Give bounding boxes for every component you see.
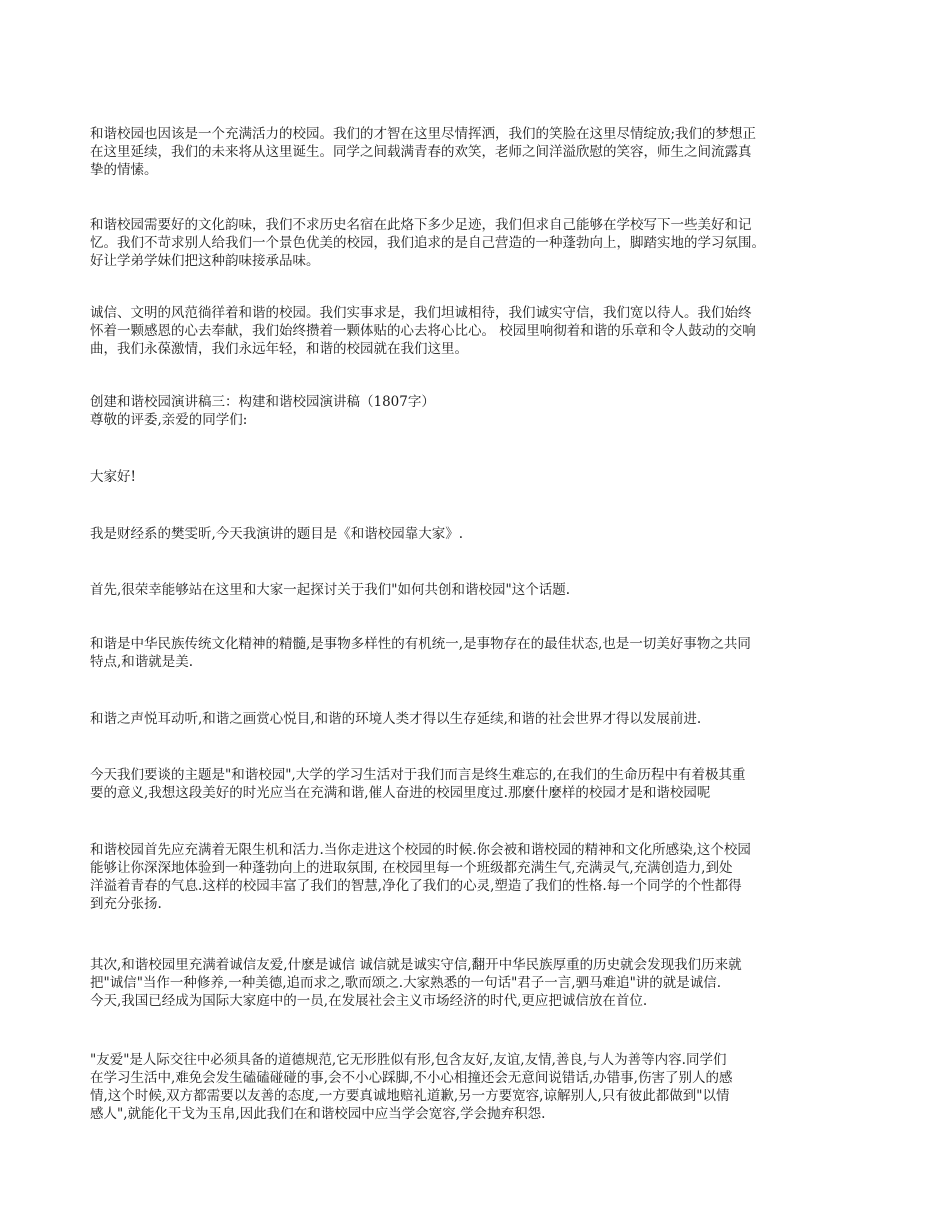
text-line: 要的意义,我想这段美好的时光应当在充满和谐,催人奋进的校园里度过.那麼什麼样的校园才是和谐校园呢 [90, 785, 711, 801]
text-line: 今天我们要谈的主题是"和谐校园",大学的学习生活对于我们而言是终生难忘的,在我们的生命历程中有着极其重 [90, 767, 746, 783]
text-line: 诚信、文明的风范徜徉着和谐的校园。我们实事求是，我们坦诚相待，我们诚实守信，我们宽以待人。我们始终 [90, 305, 752, 321]
paragraph-harmony-essence [90, 635, 865, 671]
paragraph-campus-vitality [90, 125, 865, 179]
text-line: 曲，我们永葆激情，我们永远年轻，和谐的校园就在我们这里。 [90, 341, 468, 357]
salutation: 尊敬的评委,亲爱的同学们: [90, 412, 248, 428]
paragraph-friendship [90, 1051, 865, 1123]
text-line: 我是财经系的樊雯昕,今天我演讲的题目是《和谐校园靠大家》. [90, 526, 464, 542]
text-line: 把"诚信"当作一种修养,一种美德,追而求之,歌而颂之.大家熟悉的一句话"君子一言,驷马难追"讲的就是诚信. [90, 975, 722, 991]
paragraph-integrity-friendship [90, 956, 865, 1010]
text-line: 首先,很荣幸能够站在这里和大家一起探讨关于我们"如何共创和谐校园"这个话题. [90, 582, 571, 598]
text-line: 情,这个时候,双方都需要以友善的态度,一方要真诚地赔礼道歉,另一方要宽容,谅解别人,只有彼此都做到"以情 [90, 1088, 730, 1104]
paragraph-harmony-sound [90, 710, 865, 728]
text-line: 到充分张扬. [90, 896, 162, 912]
text-line: 和谐校园也因该是一个充满活力的校园。我们的才智在这里尽情挥洒，我们的笑脸在这里尽情绽放;我们的梦想正 [90, 126, 757, 142]
text-line: 好让学弟学妹们把这种韵味接承品味。 [90, 253, 320, 269]
paragraph-opening [90, 581, 865, 599]
paragraph-vitality [90, 841, 865, 913]
text-line: 和谐之声悦耳动听,和谐之画赏心悦目,和谐的环境人类才得以生存延续,和谐的社会世界才得以发展前进. [90, 711, 702, 727]
paragraph-cultural-flavor [90, 216, 865, 270]
section-title: 创建和谐校园演讲稿三：构建和谐校园演讲稿（1807字） [90, 394, 435, 410]
text-line: 在学习生活中,难免会发生磕磕碰碰的事,会不小心踩脚,不小心相撞还会无意间说错话,办错事,伤害了别人的感 [90, 1070, 733, 1086]
text-line: 能够让你深深地体验到一种蓬勃向上的进取氛围, 在校园里每一个班级都充满生气,充满灵气,充满创造力,到处 [90, 860, 733, 876]
text-line: 感人",就能化干戈为玉帛,因此我们在和谐校园中应当学会宽容,学会抛弃积怨. [90, 1106, 546, 1122]
paragraph-self-introduction [90, 525, 865, 543]
text-line: 挚的情愫。 [90, 162, 158, 178]
text-line: "友爱"是人际交往中必须具备的道德规范,它无形胜似有形,包含友好,友谊,友情,善良,与人为善等内容.同学们 [90, 1052, 727, 1068]
text-line: 怀着一颗感恩的心去奉献，我们始终攒着一颗体贴的心去将心比心。 校园里响彻着和谐的乐章和令人鼓动的交响 [90, 323, 756, 339]
text-line: 在这里延续，我们的未来将从这里诞生。同学之间载满青春的欢笑，老师之间洋溢欣慰的笑容，师生之间流露真 [90, 144, 752, 160]
paragraph-integrity-civility [90, 304, 865, 358]
text-line: 大家好! [90, 469, 136, 485]
paragraph-todays-theme [90, 766, 865, 802]
text-line: 今天,我国已经成为国际大家庭中的一员,在发展社会主义市场经济的时代,更应把诚信放在首位. [90, 993, 648, 1009]
text-line: 特点,和谐就是美. [90, 654, 194, 670]
text-line: 和谐校园需要好的文化韵味，我们不求历史名宿在此烙下多少足迹，我们但求自己能够在学校写下一些美好和记 [90, 217, 752, 233]
paragraph-greeting [90, 468, 865, 486]
text-line: 洋溢着青春的气息.这样的校园丰富了我们的智慧,净化了我们的心灵,塑造了我们的性格.每一个同学的个性都得 [90, 878, 742, 894]
text-line: 忆。我们不苛求别人给我们一个景色优美的校园，我们追求的是自己营造的一种蓬勃向上，脚踏实地的学习氛围。 [90, 235, 765, 251]
text-line: 和谐是中华民族传统文化精神的精髓,是事物多样性的有机统一,是事物存在的最佳状态,也是一切美好事物之共同 [90, 636, 751, 652]
section-heading-speech-three [90, 393, 865, 429]
text-line: 其次,和谐校园里充满着诚信友爱,什麽是诚信 诚信就是诚实守信,翻开中华民族厚重的历史就会发现我们历来就 [90, 957, 742, 973]
text-line: 和谐校园首先应充满着无限生机和活力.当你走进这个校园的时候.你会被和谐校园的精神和文化所感染,这个校园 [90, 842, 751, 858]
